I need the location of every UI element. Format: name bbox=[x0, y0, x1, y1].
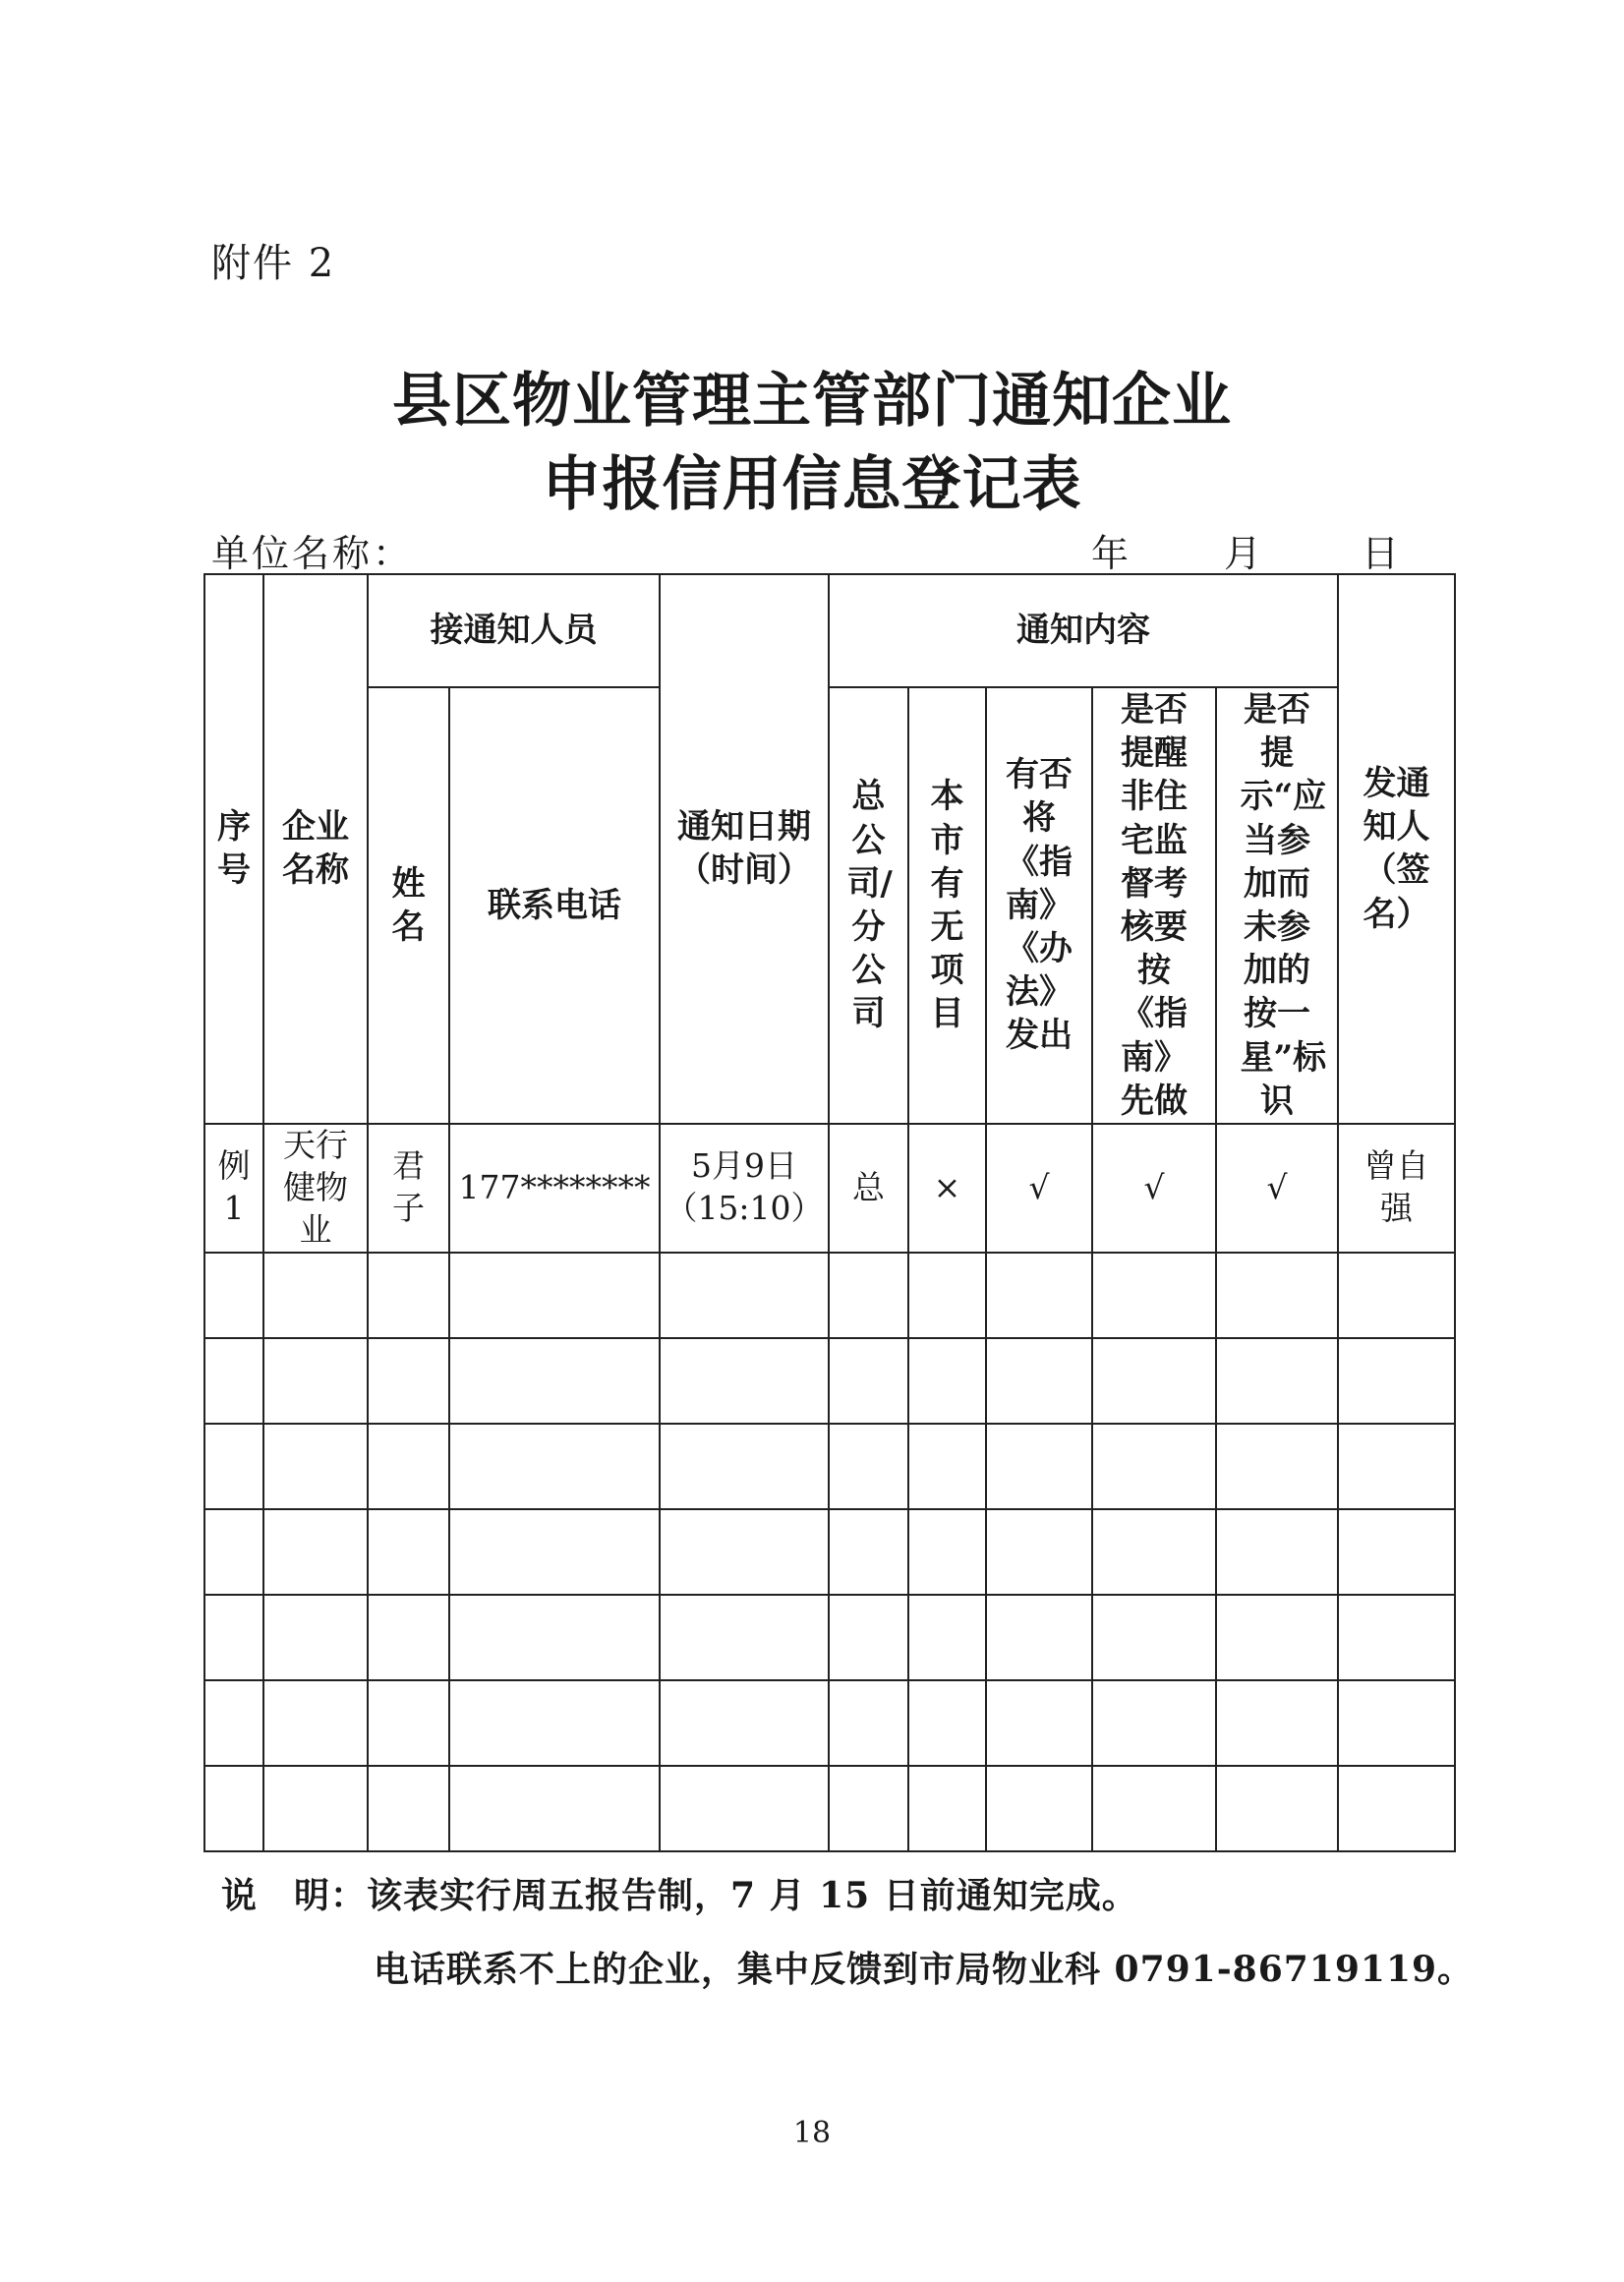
header-name: 姓名 bbox=[368, 687, 449, 1124]
header-content-group: 通知内容 bbox=[829, 574, 1338, 687]
empty-cell bbox=[660, 1253, 829, 1338]
empty-cell bbox=[1092, 1338, 1216, 1424]
header-signer: 发通知人（签名） bbox=[1338, 574, 1455, 1124]
empty-cell bbox=[908, 1338, 986, 1424]
empty-cell bbox=[1216, 1338, 1338, 1424]
header-guide-sent: 有否将《指南》《办法》发出 bbox=[986, 687, 1092, 1124]
empty-cell bbox=[829, 1509, 908, 1595]
empty-cell bbox=[1216, 1509, 1338, 1595]
empty-row bbox=[204, 1680, 1455, 1766]
header-hq-branch: 总公司/分公司 bbox=[829, 687, 908, 1124]
example-row bbox=[204, 1124, 1455, 1253]
empty-cell bbox=[1338, 1253, 1455, 1338]
empty-cell bbox=[368, 1424, 449, 1509]
empty-cell bbox=[986, 1509, 1092, 1595]
empty-cell bbox=[263, 1509, 368, 1595]
cell-hq-branch: 总 bbox=[829, 1124, 908, 1253]
empty-cell bbox=[1216, 1766, 1338, 1851]
note-line-2: 电话联系不上的企业，集中反馈到市局物业科 0791-86719119。 bbox=[374, 1949, 1475, 1990]
empty-cell bbox=[908, 1509, 986, 1595]
date-month-label: 月 bbox=[1224, 532, 1262, 575]
empty-cell bbox=[829, 1424, 908, 1509]
header-phone: 联系电话 bbox=[449, 687, 660, 1124]
header-notify-date: 通知日期（时间） bbox=[660, 574, 829, 1124]
empty-cell bbox=[660, 1595, 829, 1680]
empty-cell bbox=[660, 1680, 829, 1766]
empty-cell bbox=[1338, 1680, 1455, 1766]
empty-cell bbox=[204, 1338, 263, 1424]
empty-cell bbox=[829, 1595, 908, 1680]
empty-rows bbox=[204, 1253, 1455, 1851]
cell-company: 天行健物业 bbox=[263, 1124, 368, 1253]
empty-cell bbox=[263, 1424, 368, 1509]
empty-cell bbox=[986, 1253, 1092, 1338]
empty-row bbox=[204, 1253, 1455, 1338]
empty-cell bbox=[204, 1253, 263, 1338]
empty-cell bbox=[263, 1253, 368, 1338]
cell-prompt: √ bbox=[1216, 1124, 1338, 1253]
empty-cell bbox=[1216, 1680, 1338, 1766]
empty-cell bbox=[204, 1424, 263, 1509]
date-year-label: 年 bbox=[1091, 532, 1130, 575]
empty-cell bbox=[1338, 1424, 1455, 1509]
empty-cell bbox=[829, 1680, 908, 1766]
cell-local-project: × bbox=[908, 1124, 986, 1253]
empty-row bbox=[204, 1424, 1455, 1509]
cell-seq: 例1 bbox=[204, 1124, 263, 1253]
empty-cell bbox=[908, 1595, 986, 1680]
cell-name: 君子 bbox=[368, 1124, 449, 1253]
empty-cell bbox=[660, 1424, 829, 1509]
empty-cell bbox=[263, 1680, 368, 1766]
title-line-1: 县区物业管理主管部门通知企业 bbox=[392, 367, 1232, 436]
empty-cell bbox=[1092, 1424, 1216, 1509]
empty-cell bbox=[449, 1766, 660, 1851]
cell-signer: 曾自强 bbox=[1338, 1124, 1455, 1253]
empty-cell bbox=[368, 1338, 449, 1424]
empty-cell bbox=[1338, 1509, 1455, 1595]
empty-cell bbox=[263, 1766, 368, 1851]
empty-cell bbox=[449, 1253, 660, 1338]
empty-cell bbox=[449, 1338, 660, 1424]
attachment-label: 附件 2 bbox=[211, 241, 336, 286]
header-prompt: 是否提示“应当参加而未参加的按一星”标识 bbox=[1216, 687, 1338, 1124]
empty-cell bbox=[660, 1766, 829, 1851]
empty-cell bbox=[986, 1424, 1092, 1509]
header-seq: 序号 bbox=[204, 574, 263, 1124]
empty-cell bbox=[1216, 1595, 1338, 1680]
empty-cell bbox=[368, 1595, 449, 1680]
empty-cell bbox=[986, 1338, 1092, 1424]
header-company: 企业名称 bbox=[263, 574, 368, 1124]
empty-cell bbox=[449, 1509, 660, 1595]
empty-cell bbox=[986, 1766, 1092, 1851]
cell-guide-sent: √ bbox=[986, 1124, 1092, 1253]
cell-remind: √ bbox=[1092, 1124, 1216, 1253]
empty-cell bbox=[908, 1253, 986, 1338]
empty-cell bbox=[1338, 1338, 1455, 1424]
note-line-1: 说 明：该表实行周五报告制，7 月 15 日前通知完成。 bbox=[221, 1875, 1138, 1916]
empty-cell bbox=[986, 1680, 1092, 1766]
empty-cell bbox=[829, 1338, 908, 1424]
empty-cell bbox=[1216, 1424, 1338, 1509]
empty-cell bbox=[1092, 1766, 1216, 1851]
empty-cell bbox=[1092, 1595, 1216, 1680]
header-contact-group: 接通知人员 bbox=[368, 574, 660, 687]
empty-row bbox=[204, 1509, 1455, 1595]
empty-row bbox=[204, 1766, 1455, 1851]
empty-row bbox=[204, 1595, 1455, 1680]
empty-cell bbox=[1092, 1680, 1216, 1766]
empty-cell bbox=[204, 1680, 263, 1766]
empty-cell bbox=[660, 1338, 829, 1424]
empty-row bbox=[204, 1338, 1455, 1424]
empty-cell bbox=[368, 1253, 449, 1338]
empty-cell bbox=[660, 1509, 829, 1595]
empty-cell bbox=[368, 1766, 449, 1851]
cell-phone: 177******** bbox=[449, 1124, 660, 1253]
date-day-label: 日 bbox=[1362, 532, 1400, 575]
cell-date: 5月9日 （15:10） bbox=[660, 1124, 829, 1253]
title-line-2: 申报信用信息登记表 bbox=[542, 450, 1082, 519]
empty-cell bbox=[908, 1424, 986, 1509]
empty-cell bbox=[368, 1509, 449, 1595]
empty-cell bbox=[449, 1680, 660, 1766]
empty-cell bbox=[449, 1424, 660, 1509]
unit-name-label: 单位名称： bbox=[211, 532, 414, 575]
header-remind: 是否提醒非住宅监督考核要按《指南》先做 bbox=[1092, 687, 1216, 1124]
empty-cell bbox=[1092, 1509, 1216, 1595]
empty-cell bbox=[829, 1766, 908, 1851]
empty-cell bbox=[908, 1766, 986, 1851]
empty-cell bbox=[986, 1595, 1092, 1680]
empty-cell bbox=[263, 1338, 368, 1424]
empty-cell bbox=[1092, 1253, 1216, 1338]
empty-cell bbox=[1338, 1595, 1455, 1680]
empty-cell bbox=[908, 1680, 986, 1766]
empty-cell bbox=[204, 1766, 263, 1851]
empty-cell bbox=[204, 1509, 263, 1595]
empty-cell bbox=[1338, 1766, 1455, 1851]
empty-cell bbox=[204, 1595, 263, 1680]
empty-cell bbox=[829, 1253, 908, 1338]
registration-table bbox=[203, 573, 1456, 1852]
empty-cell bbox=[263, 1595, 368, 1680]
empty-cell bbox=[1216, 1253, 1338, 1338]
page-number: 18 bbox=[792, 2116, 832, 2150]
header-local-project: 本市有无项目 bbox=[908, 687, 986, 1124]
empty-cell bbox=[368, 1680, 449, 1766]
empty-cell bbox=[449, 1595, 660, 1680]
